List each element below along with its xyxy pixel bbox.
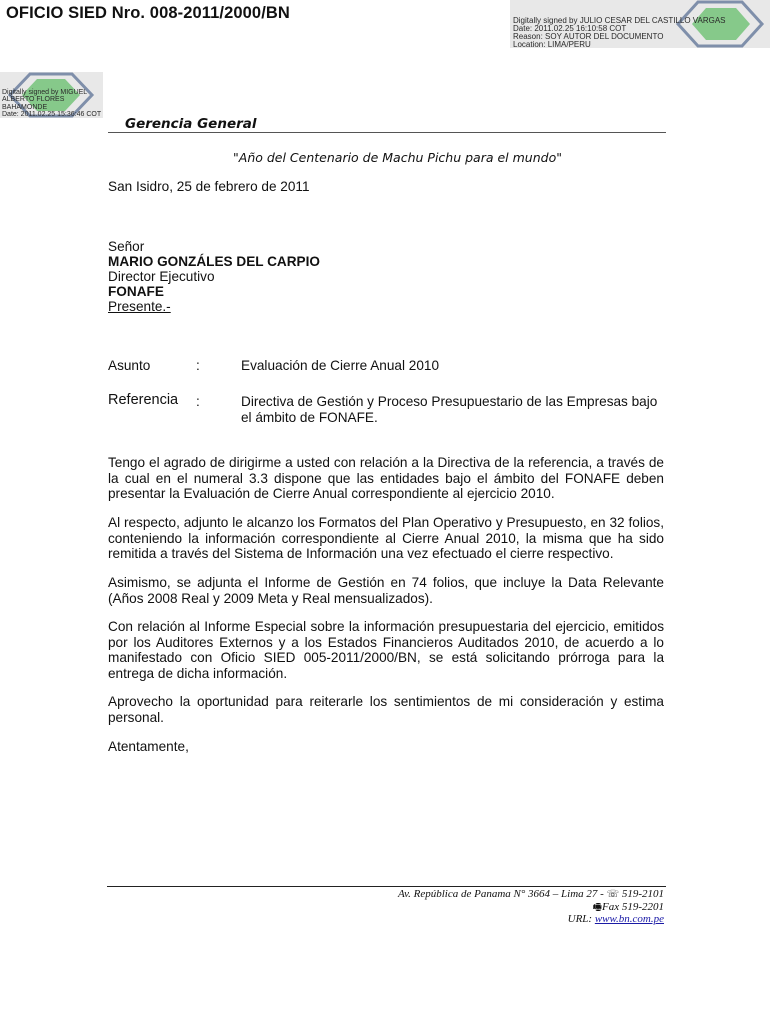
subject-value: Evaluación de Cierre Anual 2010 xyxy=(241,358,439,373)
signature-secondary-text xyxy=(2,89,101,118)
fax-icon: 🖷 xyxy=(592,902,602,913)
footer-phone: 519-2101 xyxy=(621,888,664,900)
department-heading: Gerencia General xyxy=(125,116,257,132)
signature-secondary-line: ALBERTO FLORES xyxy=(2,96,65,104)
body-paragraph: Tengo el agrado de dirigirme a usted con relación a la Directiva de la referencia, a través de la cual en el numeral 3.3 dispone que las entidades bajo el ámbito del FONAFE deben presentar la Evaluación de Cierre Anual correspondiente al ejercicio 2010. xyxy=(108,455,664,501)
signature-secondary-line: Date: 2011.02.25 15:36:46 COT xyxy=(2,111,102,118)
addressee-greeting: Señor xyxy=(108,239,145,254)
header-divider xyxy=(108,132,666,133)
signature-primary-text xyxy=(513,17,726,48)
signature-primary-line: Digitally signed by JULIO CESAR DEL CASTILLO VARGAS xyxy=(513,16,726,25)
addressee-name: MARIO GONZÁLES DEL CARPIO xyxy=(108,254,320,269)
body-paragraph: Al respecto, adjunto le alcanzo los Formatos del Plan Operativo y Presupuesto, en 32 folios, conteniendo la información correspondiente al Cierre Anual 2010, la misma que ha sido remitida a través del Sistema de Información una vez efectuado el cierre respectivo. xyxy=(108,515,664,561)
body-paragraph: Asimismo, se adjunta el Informe de Gestión en 74 folios, que incluye la Data Relevante (Años 2008 Real y 2009 Meta y Real mensualizados). xyxy=(108,575,664,606)
footer-url-label: URL: xyxy=(567,913,593,925)
document-title: OFICIO SIED Nro. 008-2011/2000/BN xyxy=(6,4,290,22)
reference-label: Referencia xyxy=(108,392,179,408)
body-paragraph: Aprovecho la oportunidad para reiterarle los sentimientos de mi consideración y estima personal. xyxy=(108,694,664,725)
year-motto: "Año del Centenario de Machu Pichu para el mundo" xyxy=(233,150,562,165)
date-line: San Isidro, 25 de febrero de 2011 xyxy=(108,179,310,194)
footer-fax: Fax 519-2201 xyxy=(601,901,664,913)
footer-divider xyxy=(107,886,666,887)
body-paragraph: Con relación al Informe Especial sobre la información presupuestaria del ejercicio, emitidos por los Auditores Externos y a los Estados Financieros Auditados 2010, de acuerdo a lo manifestado con Oficio SIED 005-2011/2000/BN, se está solicitando prórroga para la entrega de dicha información. xyxy=(108,619,664,681)
digital-signature-primary[interactable] xyxy=(510,0,770,48)
signature-secondary-line: Digitally signed by MIGUEL xyxy=(2,89,88,96)
footer-url-link[interactable]: www.bn.com.pe xyxy=(594,913,664,925)
addressee-presente: Presente.- xyxy=(108,299,171,314)
reference-separator: : xyxy=(196,394,200,409)
digital-signature-secondary[interactable] xyxy=(0,72,103,118)
telephone-icon: ☏ xyxy=(606,889,620,900)
signature-primary-line: Location: LIMA/PERU xyxy=(513,40,591,48)
signature-primary-line: Date: 2011.02.25 16:10:58 COT xyxy=(513,24,627,33)
footer-url-line xyxy=(568,913,664,926)
closing-salutation: Atentamente, xyxy=(108,739,189,754)
footer-address-line xyxy=(398,888,664,901)
subject-label: Asunto xyxy=(108,358,151,373)
subject-separator: : xyxy=(196,358,200,373)
addressee-organization: FONAFE xyxy=(108,284,164,299)
reference-value: Directiva de Gestión y Proceso Presupuestario de las Empresas bajo el ámbito de FONAFE. xyxy=(241,394,658,425)
signature-primary-line: Reason: SOY AUTOR DEL DOCUMENTO xyxy=(513,32,664,41)
addressee-role: Director Ejecutivo xyxy=(108,269,215,284)
footer-address: Av. República de Panama N° 3664 – Lima 27 - xyxy=(397,888,604,900)
signature-secondary-line: BAHAMONDE xyxy=(2,103,48,111)
